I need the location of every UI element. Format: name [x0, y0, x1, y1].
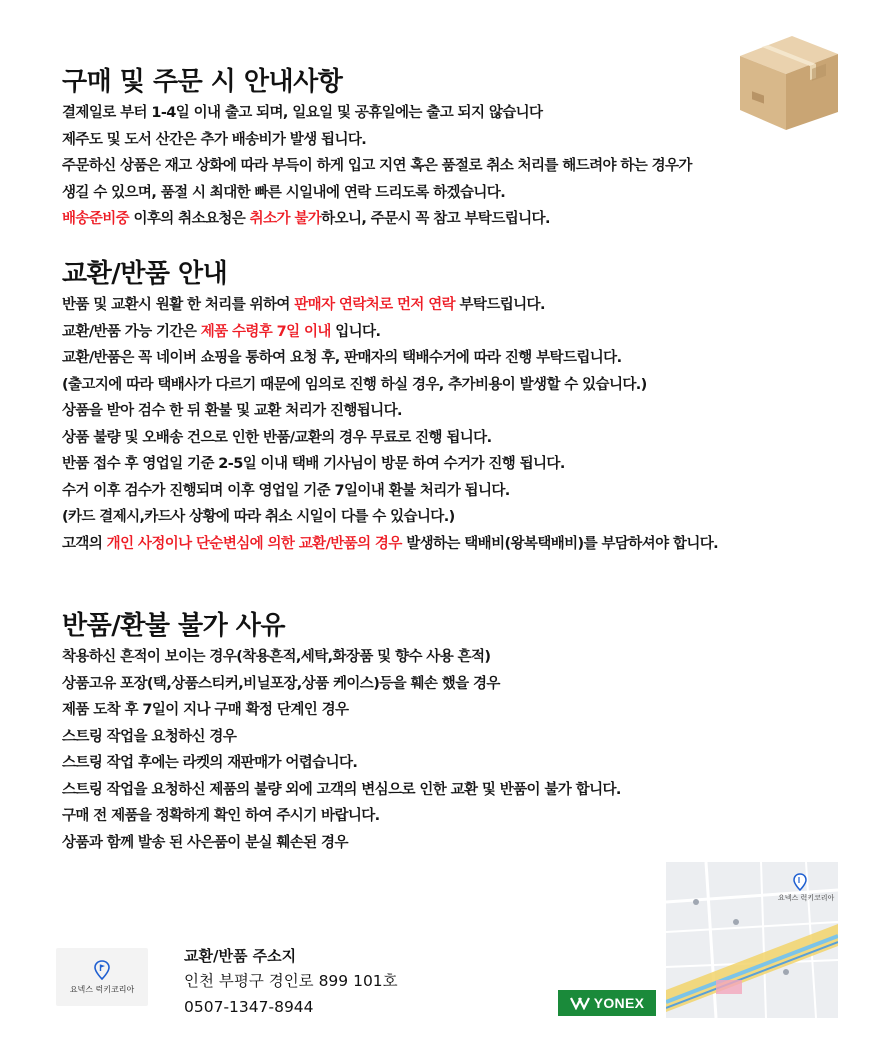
line-text: (카드 결제시,카드사 상황에 따라 취소 시일이 다를 수 있습니다.)	[62, 509, 455, 525]
notice-line	[62, 803, 621, 830]
line-text: 부탁드립니다.	[455, 297, 545, 313]
notice-line	[62, 830, 621, 857]
line-text: (출고지에 따라 택배사가 다르기 때문에 임의로 진행 하실 경우, 추가비용이 발생할 수 있습니다.)	[62, 376, 647, 393]
notice-line	[62, 319, 718, 346]
no-return-title: 반품/환불 불가 사유	[62, 611, 286, 641]
location-pin-icon	[93, 960, 111, 980]
purchase-notice-lines	[62, 100, 692, 233]
notice-line	[62, 504, 718, 531]
line-text: 상품과 함께 발송 된 사은품이 분실 훼손된 경우	[62, 834, 348, 851]
line-text: 착용하신 흔적이 보이는 경우(착용흔적,세탁,화장품 및 향수 사용 흔적)	[62, 649, 491, 665]
store-logo-text: 요넥스 럭키코리아	[69, 984, 135, 994]
line-text: 발생하는 택배비(왕복택배비)를 부담하셔야 합니다.	[401, 535, 719, 552]
highlight-text: 배송준비중	[62, 211, 130, 227]
line-text: 이후의 취소요청은	[129, 211, 250, 227]
notice-line	[62, 777, 621, 804]
highlight-text: 제품 수령후 7일 이내	[200, 323, 331, 340]
notice-line	[62, 345, 718, 372]
notice-line	[62, 206, 692, 233]
exchange-notice-lines	[62, 292, 718, 557]
no-return-lines	[62, 644, 621, 856]
notice-line	[62, 671, 621, 698]
notice-line	[62, 697, 621, 724]
line-text: 교환/반품은 꼭 네이버 쇼핑을 통하여 요청 후, 판매자의 택배수거에 따라 진행 부탁드립니다.	[62, 350, 622, 366]
exchange-notice-section	[62, 256, 718, 557]
notice-line	[62, 478, 718, 505]
line-text: 교환/반품 가능 기간은	[62, 323, 201, 340]
line-text: 스트링 작업 후에는 라켓의 재판매가 어렵습니다.	[62, 755, 358, 771]
line-text: 결제일로 부터 1-4일 이내 출고 되며, 일요일 및 공휴일에는 출고 되지 않습니다	[62, 105, 543, 121]
address-text: 인천 부평구 경인로 899 101호	[184, 972, 398, 990]
notice-line	[62, 292, 718, 319]
line-text: 고객의	[62, 535, 107, 552]
notice-line	[62, 100, 692, 127]
notice-line	[62, 180, 692, 207]
line-text: 하오니, 주문시 꼭 참고 부탁드립니다.	[321, 211, 550, 227]
line-text: 상품을 받아 검수 한 뒤 환불 및 교환 처리가 진행됩니다.	[62, 403, 402, 419]
line-text: 구매 전 제품을 정확하게 확인 하여 주시기 바랍니다.	[62, 808, 380, 824]
notice-line	[62, 153, 692, 180]
line-text: 제주도 및 도서 산간은 추가 배송비가 발생 됩니다.	[62, 131, 367, 148]
phone-number: 0507-1347-8944	[184, 998, 314, 1016]
purchase-notice-section	[62, 64, 692, 233]
no-return-section	[62, 608, 621, 856]
line-text: 상품 불량 및 오배송 건으로 인한 반품/교환의 경우 무료로 진행 됩니다.	[62, 429, 492, 446]
map-image	[666, 862, 838, 1018]
line-text: 반품 및 교환시 원활 한 처리를 위하여	[62, 297, 295, 313]
exchange-notice-title: 교환/반품 안내	[62, 259, 228, 289]
line-text: 주문하신 상품은 재고 상화에 따라 부득이 하게 입고 지연 혹은 품절로 취소 처리를 해드려야 하는 경우가	[62, 158, 692, 174]
line-text: 수거 이후 검수가 진행되며 이후 영업일 기준 7일이내 환불 처리가 됩니다.	[62, 482, 510, 499]
line-text: 제품 도착 후 7일이 지나 구매 확정 단계인 경우	[62, 702, 349, 718]
notice-line	[62, 750, 621, 777]
yonex-logo-icon	[570, 996, 590, 1010]
notice-line	[62, 372, 718, 399]
line-text: 반품 접수 후 영업일 기준 2-5일 이내 택배 기사님이 방문 하여 수거가 진행 됩니다.	[62, 456, 565, 472]
line-text: 상품고유 포장(택,상품스티커,비닐포장,상품 케이스)등을 훼손 했을 경우	[62, 675, 500, 692]
line-text: 스트링 작업을 요청하신 경우	[62, 728, 237, 745]
notice-line	[62, 127, 692, 154]
notice-line	[62, 644, 621, 671]
notice-line	[62, 425, 718, 452]
notice-line	[62, 724, 621, 751]
yonex-brand-text: YONEX	[593, 995, 645, 1011]
line-text: 생길 수 있으며, 품절 시 최대한 빠른 시일내에 연락 드리도록 하겠습니다.	[62, 184, 506, 201]
notice-line	[62, 398, 718, 425]
line-text: 스트링 작업을 요청하신 제품의 불량 외에 고객의 변심으로 인한 교환 및 반품이 불가 합니다.	[62, 781, 621, 798]
return-address-block	[184, 944, 398, 1020]
store-logo	[56, 948, 148, 1006]
line-text: 입니다.	[330, 323, 381, 340]
highlight-text: 개인 사정이나 단순변심에 의한 교환/반품의 경우	[106, 535, 402, 552]
address-title: 교환/반품 주소지	[184, 947, 297, 965]
highlight-text: 취소가 불가	[249, 211, 322, 227]
highlight-text: 판매자 연락처로 먼저 연락	[294, 297, 456, 313]
yonex-logo	[558, 990, 656, 1016]
purchase-notice-title: 구매 및 주문 시 안내사항	[62, 67, 343, 97]
notice-line	[62, 451, 718, 478]
notice-line	[62, 531, 718, 558]
box-icon	[732, 26, 844, 138]
map-label: 요넥스 럭키코리아	[778, 894, 835, 902]
